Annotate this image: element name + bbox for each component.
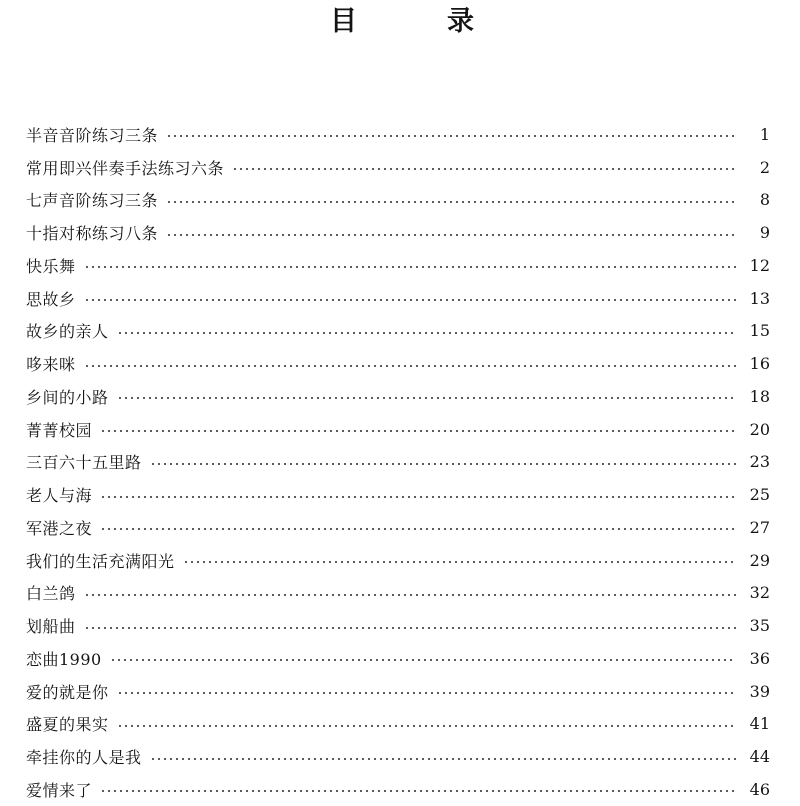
toc-entry-title: 常用即兴伴奏手法练习六条: [26, 158, 225, 178]
dot-leader: [117, 692, 736, 694]
dot-leader: [150, 758, 736, 760]
toc-entry[interactable]: [0, 675, 800, 708]
toc-entry[interactable]: [0, 544, 800, 577]
toc-entry-page-number: 25: [749, 485, 770, 505]
toc-entry-page-number: 2: [759, 157, 770, 177]
dot-leader: [84, 627, 736, 629]
toc-entry-title: 哆来咪: [26, 355, 76, 375]
toc-entry-title: 牵挂你的人是我: [26, 748, 142, 768]
dot-leader: [166, 201, 736, 203]
dot-leader: [166, 135, 736, 137]
toc-entry[interactable]: [0, 577, 800, 610]
dot-leader: [183, 561, 736, 563]
toc-entry[interactable]: [0, 151, 800, 184]
toc-entry-title: 白兰鸽: [26, 584, 76, 604]
toc-entry[interactable]: [0, 773, 800, 806]
toc-entry[interactable]: [0, 740, 800, 773]
toc-entry-page-number: 9: [759, 223, 770, 243]
dot-leader: [117, 397, 736, 399]
toc-entry-title: 划船曲: [26, 617, 76, 637]
toc-entry-page-number: 46: [749, 779, 770, 799]
toc-entry[interactable]: [0, 708, 800, 741]
toc-entry-page-number: 13: [749, 288, 770, 308]
toc-entry-title: 爱的就是你: [26, 682, 109, 702]
toc-entry-page-number: 44: [749, 747, 770, 767]
toc-entry-title: 老人与海: [26, 486, 93, 506]
toc-entry-title: 乡间的小路: [26, 387, 109, 407]
dot-leader: [117, 332, 736, 334]
toc-entry[interactable]: [0, 184, 800, 217]
dot-leader: [232, 168, 736, 170]
toc-entry-title: 盛夏的果实: [26, 715, 109, 735]
toc-entry-page-number: 32: [749, 583, 770, 603]
dot-leader: [84, 266, 736, 268]
dot-leader: [110, 659, 736, 661]
toc-entry-page-number: 15: [749, 321, 770, 341]
dot-leader: [100, 790, 736, 792]
toc-entry-title: 爱情来了: [26, 780, 93, 800]
dot-leader: [100, 496, 736, 498]
toc-entry-page-number: 1: [759, 124, 770, 144]
toc-entry[interactable]: [0, 413, 800, 446]
toc-entry-page-number: 18: [749, 386, 770, 406]
toc-entry-title: 七声音阶练习三条: [26, 191, 159, 211]
dot-leader: [84, 299, 736, 301]
toc-entry[interactable]: [0, 347, 800, 380]
toc-entry[interactable]: [0, 380, 800, 413]
toc-entry[interactable]: [0, 478, 800, 511]
toc-entry[interactable]: [0, 249, 800, 282]
title-char-2: 录: [447, 6, 474, 37]
toc-entry-page-number: 35: [749, 616, 770, 636]
dot-leader: [84, 594, 736, 596]
toc-entry[interactable]: [0, 282, 800, 315]
toc-entry-title: 菁菁校园: [26, 420, 93, 440]
toc-entry-title: 半音音阶练习三条: [26, 125, 159, 145]
table-of-contents: [0, 118, 800, 806]
toc-entry-page-number: 41: [749, 714, 770, 734]
toc-entry-title: 故乡的亲人: [26, 322, 109, 342]
toc-entry-page-number: 8: [759, 190, 770, 210]
dot-leader: [117, 725, 736, 727]
toc-entry-page-number: 20: [749, 419, 770, 439]
toc-entry[interactable]: [0, 315, 800, 348]
toc-entry-page-number: 27: [749, 517, 770, 537]
toc-entry-title: 十指对称练习八条: [26, 224, 159, 244]
toc-entry-title: 三百六十五里路: [26, 453, 142, 473]
dot-leader: [166, 234, 736, 236]
toc-entry-title: 我们的生活充满阳光: [26, 551, 175, 571]
toc-entry[interactable]: [0, 118, 800, 151]
toc-entry-page-number: 16: [749, 354, 770, 374]
dot-leader: [100, 430, 736, 432]
toc-entry-page-number: 12: [749, 255, 770, 275]
toc-entry[interactable]: [0, 446, 800, 479]
toc-entry-title: 思故乡: [26, 289, 76, 309]
toc-entry-page-number: 29: [749, 550, 770, 570]
title-char-1: 目: [330, 6, 357, 37]
toc-entry[interactable]: [0, 642, 800, 675]
toc-entry[interactable]: [0, 609, 800, 642]
toc-entry-page-number: 23: [749, 452, 770, 472]
page-title: [0, 2, 800, 42]
dot-leader: [100, 528, 736, 530]
dot-leader: [150, 463, 736, 465]
toc-entry-page-number: 39: [749, 681, 770, 701]
toc-entry-title: 军港之夜: [26, 518, 93, 538]
toc-entry[interactable]: [0, 511, 800, 544]
dot-leader: [84, 365, 736, 367]
toc-entry-page-number: 36: [749, 648, 770, 668]
toc-entry-title: 快乐舞: [26, 256, 76, 276]
toc-entry[interactable]: [0, 216, 800, 249]
toc-entry-title: 恋曲1990: [26, 649, 102, 669]
